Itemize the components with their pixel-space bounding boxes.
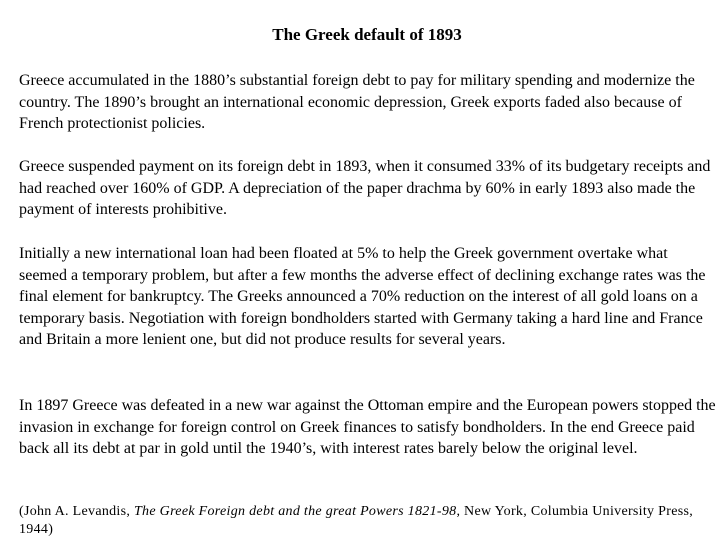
paragraph-war-and-repayment: In 1897 Greece was defeated in a new war against the Ottoman empire and the European powers stopped the invasion in exchange for foreign control on Greek finances to satisfy bondholders. In the end Greece paid back all its debt at par in gold until the 1940’s, with interest rates barely below the original level. <box>19 397 716 457</box>
paragraph-payment-suspension: Greece suspended payment on its foreign debt in 1893, when it consumed 33% of its budgetary receipts and had reached over 160% of GDP. A depreciation of the paper drachma by 60% in early 1893 also made the payment of interests prohibitive. <box>19 158 711 218</box>
citation-book-title: The Greek Foreign debt and the great Powers 1821-98 <box>133 504 457 519</box>
citation <box>19 503 719 539</box>
citation-prefix: (John A. Levandis, <box>19 504 134 519</box>
citation-suffix: , New York, Columbia University Press, 1944) <box>19 504 694 537</box>
paragraph-bankruptcy-negotiation: Initially a new international loan had been floated at 5% to help the Greek government overtake what seemed a temporary problem, but after a few months the adverse effect of declining exchange rates was the final element for bankruptcy. The Greeks announced a 70% reduction on the interest of all gold loans on a temporary basis. Negotiation with foreign bondholders started with Germany taking a hard line and France and Britain a more lenient one, but did not produce results for several years. <box>19 245 706 348</box>
paragraph-debt-accumulation: Greece accumulated in the 1880’s substantial foreign debt to pay for military spending and modernize the country. The 1890’s brought an international economic depression, Greek exports faded also because of French protectionist policies. <box>19 72 695 132</box>
document-title: The Greek default of 1893 <box>272 25 462 44</box>
